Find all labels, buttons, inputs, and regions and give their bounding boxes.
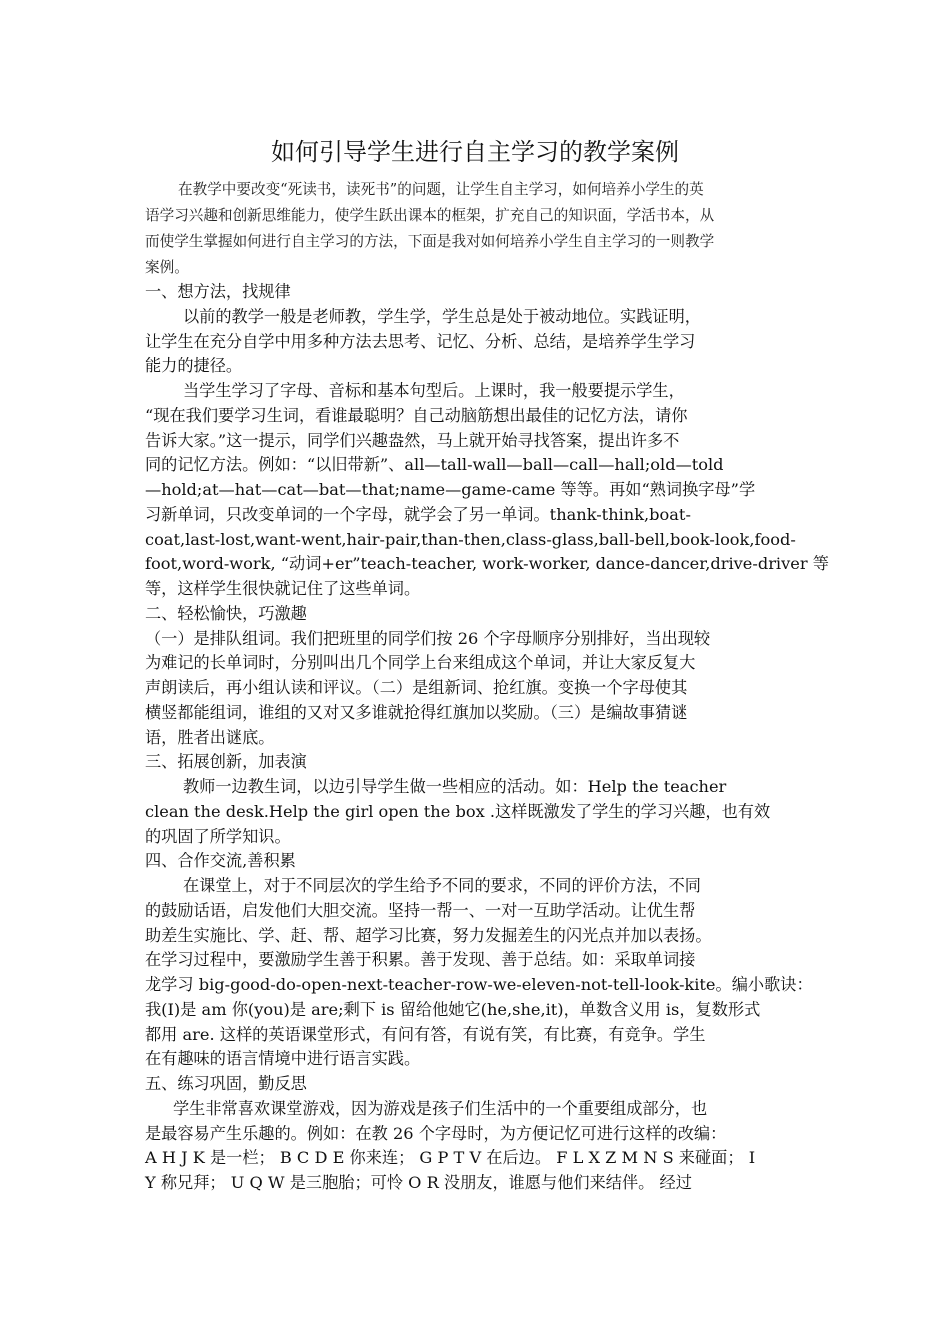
intro-line: 在教学中要改变“死读书，读死书”的问题，让学生自主学习，如何培养小学生的英 — [178, 181, 704, 198]
body-line: 是最容易产生乐趣的。例如：在教 26 个字母时，为方便记忆可进行这样的改编： — [145, 1123, 727, 1143]
body-line: 在课堂上，对于不同层次的学生给予不同的要求，不同的评价方法，不同 — [183, 876, 701, 895]
section-heading-5: 五、练习巩固，勤反思 — [145, 1074, 307, 1093]
body-line: 同的记忆方法。例如：“以旧带新”、all—tall-wall—ball—call—hall;old—told — [145, 455, 724, 475]
body-line: 习新单词，只改变单词的一个字母，就学会了另一单词。thank-think,boat- — [145, 504, 691, 524]
body-line: 教师一边教生词，以边引导学生做一些相应的活动。如：Help the teacher — [183, 777, 727, 796]
section-heading-4: 四、合作交流,善积累 — [145, 851, 296, 871]
body-line: 的巩固了所学知识。 — [145, 826, 291, 846]
body-text — [145, 280, 829, 1196]
body-line: 都用 are. 这样的英语课堂形式，有问有答，有说有笑，有比赛，有竞争。学生 — [145, 1024, 706, 1044]
body-line: Y 称兄拜； U Q W 是三胞胎；可怜 O R 没朋友，谁愿与他们来结伴。 经过 — [145, 1173, 692, 1192]
body-line: clean the desk.Help the girl open the box .这样既激发了学生的学习兴趣，也有效 — [145, 801, 771, 821]
body-line: 让学生在充分自学中用多种方法去思考、记忆、分析、总结，是培养学生学习 — [145, 331, 696, 351]
intro-line: 案例。 — [145, 259, 189, 276]
body-line: 等，这样学生很快就记住了这些单词。 — [145, 579, 421, 598]
body-line: 能力的捷径。 — [145, 356, 243, 376]
body-line: 当学生学习了字母、音标和基本句型后。上课时，我一般要提示学生， — [183, 381, 685, 400]
body-line: 的鼓励话语，启发他们大胆交流。坚持一帮一、一对一互助学活动。让优生帮 — [145, 900, 696, 920]
page-title: 如何引导学生进行自主学习的教学案例 — [271, 138, 679, 166]
body-line: （一）是排队组词。我们把班里的同学们按 26 个字母顺序分别排好，当出现较 — [145, 628, 711, 648]
body-line: 声朗读后，再小组认读和评议。（二）是组新词、抢红旗。变换一个字母使其 — [145, 678, 688, 697]
section-heading-3: 三、拓展创新，加表演 — [145, 752, 307, 772]
body-line: —hold;at—hat—cat—bat—that;name—game-came 等等。再如“熟词换字母”学 — [145, 480, 756, 499]
body-line: 我(I)是 am 你(you)是 are;剩下 is 留给他她它(he,she,it)，单数含义用 is，复数形式 — [145, 999, 761, 1019]
intro-line: 语学习兴趣和创新思维能力，使学生跃出课本的框架，扩充自己的知识面，学活书本，从 — [145, 207, 715, 224]
intro-paragraph — [145, 177, 805, 281]
body-line: 告诉大家。”这一提示，同学们兴趣盎然，马上就开始寻找答案，提出许多不 — [145, 430, 680, 450]
body-line: 语，胜者出谜底。 — [145, 727, 275, 747]
section-heading-2: 二、轻松愉快，巧激趣 — [145, 603, 307, 623]
body-line: 以前的教学一般是老师教，学生学，学生总是处于被动地位。实践证明， — [183, 306, 701, 326]
body-line: 在学习过程中，要激励学生善于积累。善于发现、善于总结。如：采取单词接 — [145, 950, 696, 970]
body-line: “现在我们要学习生词，看谁最聪明？自己动脑筋想出最佳的记忆方法，请你 — [145, 405, 688, 425]
body-line: 助差生实施比、学、赶、帮、超学习比赛，努力发掘差生的闪光点并加以表扬。 — [145, 925, 712, 945]
body-line: 横竖都能组词，谁组的又对又多谁就抢得红旗加以奖励。（三）是编故事猜谜 — [145, 702, 688, 722]
body-line: A H J K 是一栏； B C D E 你来连； G P T V 在后边。 F L X Z M N S 来碰面； I — [145, 1148, 756, 1168]
intro-line: 而使学生掌握如何进行自主学习的方法，下面是我对如何培养小学生自主学习的一则教学 — [145, 233, 715, 250]
body-line: foot,word-work, “动词+er”teach-teacher, work-worker, dance-dancer,drive-driver 等 — [145, 554, 829, 574]
body-line: 学生非常喜欢课堂游戏，因为游戏是孩子们生活中的一个重要组成部分，也 — [173, 1098, 708, 1118]
body-line: 在有趣味的语言情境中进行语言实践。 — [145, 1049, 421, 1069]
body-line: coat,last-lost,want-went,hair-pair,than-then,class-glass,ball-bell,book-look,food- — [145, 529, 796, 549]
section-heading-1: 一、想方法，找规律 — [145, 282, 291, 301]
body-line: 龙学习 big-good-do-open-next-teacher-row-we-eleven-not-tell-look-kite。编小歌诀： — [145, 975, 813, 994]
body-line: 为难记的长单词时，分别叫出几个同学上台来组成这个单词，并让大家反复大 — [145, 653, 696, 673]
